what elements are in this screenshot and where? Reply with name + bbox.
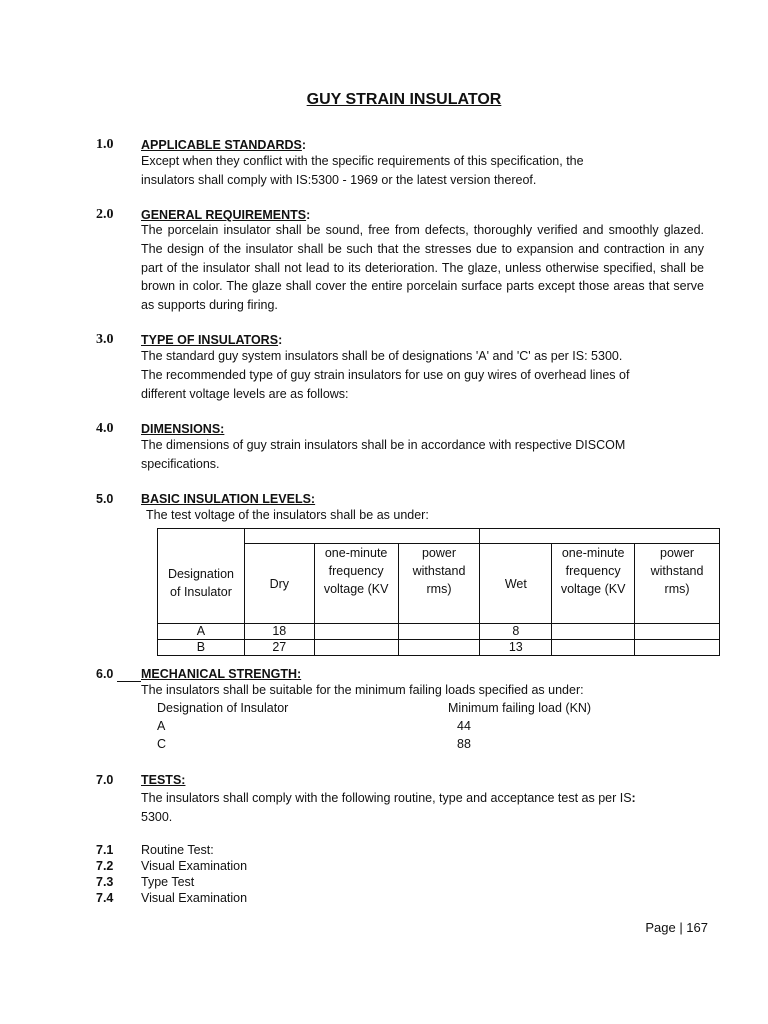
subsection-number: 7.3 <box>96 875 114 889</box>
section-paragraph <box>141 436 704 474</box>
table-header-row <box>158 544 720 624</box>
section-intro: The insulators shall be suitable for the minimum failing loads specified as under: <box>141 683 584 697</box>
header-dry-power: power withstand rms) <box>398 544 480 624</box>
page-number: Page | 167 <box>645 920 708 935</box>
paragraph-line: different voltage levels are as follows: <box>141 386 349 401</box>
cell-wet: 13 <box>480 640 552 656</box>
column-label-designation: Designation of Insulator <box>157 701 289 715</box>
paragraph-line: insulators shall comply with IS:5300 - 1969 or the latest version thereof. <box>141 172 537 187</box>
paragraph-line: 5300. <box>141 810 173 824</box>
section-number: 4.0 <box>96 421 114 436</box>
section-number: 5.0 <box>96 492 114 506</box>
paragraph-line: The dimensions of guy strain insulators shall be in accordance with respective DISCOM <box>141 438 626 452</box>
section-heading: DIMENSIONS: <box>141 422 225 436</box>
cell-dry: 27 <box>244 640 314 656</box>
section-number: 3.0 <box>96 332 114 347</box>
section-paragraph <box>141 789 636 827</box>
section-heading: APPLICABLE STANDARDS: <box>141 138 307 152</box>
page-title: GUY STRAIN INSULATOR <box>306 91 502 108</box>
header-wet: Wet <box>480 544 552 624</box>
section-paragraph <box>141 152 704 190</box>
cell-wet: 8 <box>480 624 552 640</box>
section-number: 6.0 <box>96 667 114 681</box>
section-heading: GENERAL REQUIREMENTS: <box>141 208 311 222</box>
column-label-load: Minimum failing load (KN) <box>448 701 592 715</box>
header-wet-frequency: one-minute frequency voltage (KV <box>552 544 635 624</box>
section-heading: TESTS: <box>141 773 186 787</box>
paragraph-line: The recommended type of guy strain insulators for use on guy wires of overhead lines of <box>141 367 630 382</box>
cell-designation: B <box>158 640 245 656</box>
section-heading: BASIC INSULATION LEVELS: <box>141 492 316 506</box>
section-paragraph <box>141 347 704 403</box>
insulation-levels-table <box>157 528 720 656</box>
paragraph-line: The insulators shall comply with the following routine, type and acceptance test as per IS: <box>141 791 636 805</box>
paragraph-line: specifications. <box>141 456 220 471</box>
section-intro: The test voltage of the insulators shall be as under: <box>146 508 429 522</box>
subsection-label: Type Test <box>141 875 195 889</box>
heading-underline-lead <box>117 681 141 682</box>
list-item-designation: A <box>157 719 166 733</box>
header-dry: Dry <box>244 544 314 624</box>
table-row <box>158 624 720 640</box>
cell-designation: A <box>158 624 245 640</box>
section-paragraph: The porcelain insulator shall be sound, free from defects, thoroughly verified and smoothly glazed. The design of the insulator shall be such that the stresses due to expansion and contraction in any part of the insulator shall not lead to its deterioration. The glaze, unless otherwise specified, shall be brown in color. The glaze shall cover the entire porcelain surface parts except those areas that serve as supports during firing. <box>141 223 704 313</box>
subsection-label: Visual Examination <box>141 891 248 905</box>
table-row <box>158 640 720 656</box>
paragraph-line: The standard guy system insulators shall be of designations 'A' and 'C' as per IS: 5300. <box>141 349 623 363</box>
section-number: 1.0 <box>96 137 114 152</box>
cell-dry: 18 <box>244 624 314 640</box>
paragraph-line: Except when they conflict with the specific requirements of this specification, the <box>141 154 584 168</box>
section-number: 7.0 <box>96 773 114 787</box>
header-wet-power: power withstand rms) <box>635 544 720 624</box>
subsection-number: 7.2 <box>96 859 114 873</box>
subsection-label: Visual Examination <box>141 859 248 873</box>
subsection-number: 7.1 <box>96 843 114 857</box>
table-header-spacer-row <box>158 529 720 544</box>
section-number: 2.0 <box>96 207 114 222</box>
header-designation: Designation of Insulator <box>158 544 245 624</box>
header-dry-frequency: one-minute frequency voltage (KV <box>314 544 398 624</box>
list-item-designation: C <box>157 737 167 751</box>
subsection-number: 7.4 <box>96 891 114 905</box>
list-item-load: 44 <box>457 719 471 733</box>
section-heading: TYPE OF INSULATORS: <box>141 333 283 347</box>
subsection-label: Routine Test: <box>141 843 214 857</box>
section-heading: MECHANICAL STRENGTH: <box>141 667 302 681</box>
list-item-load: 88 <box>457 737 471 751</box>
